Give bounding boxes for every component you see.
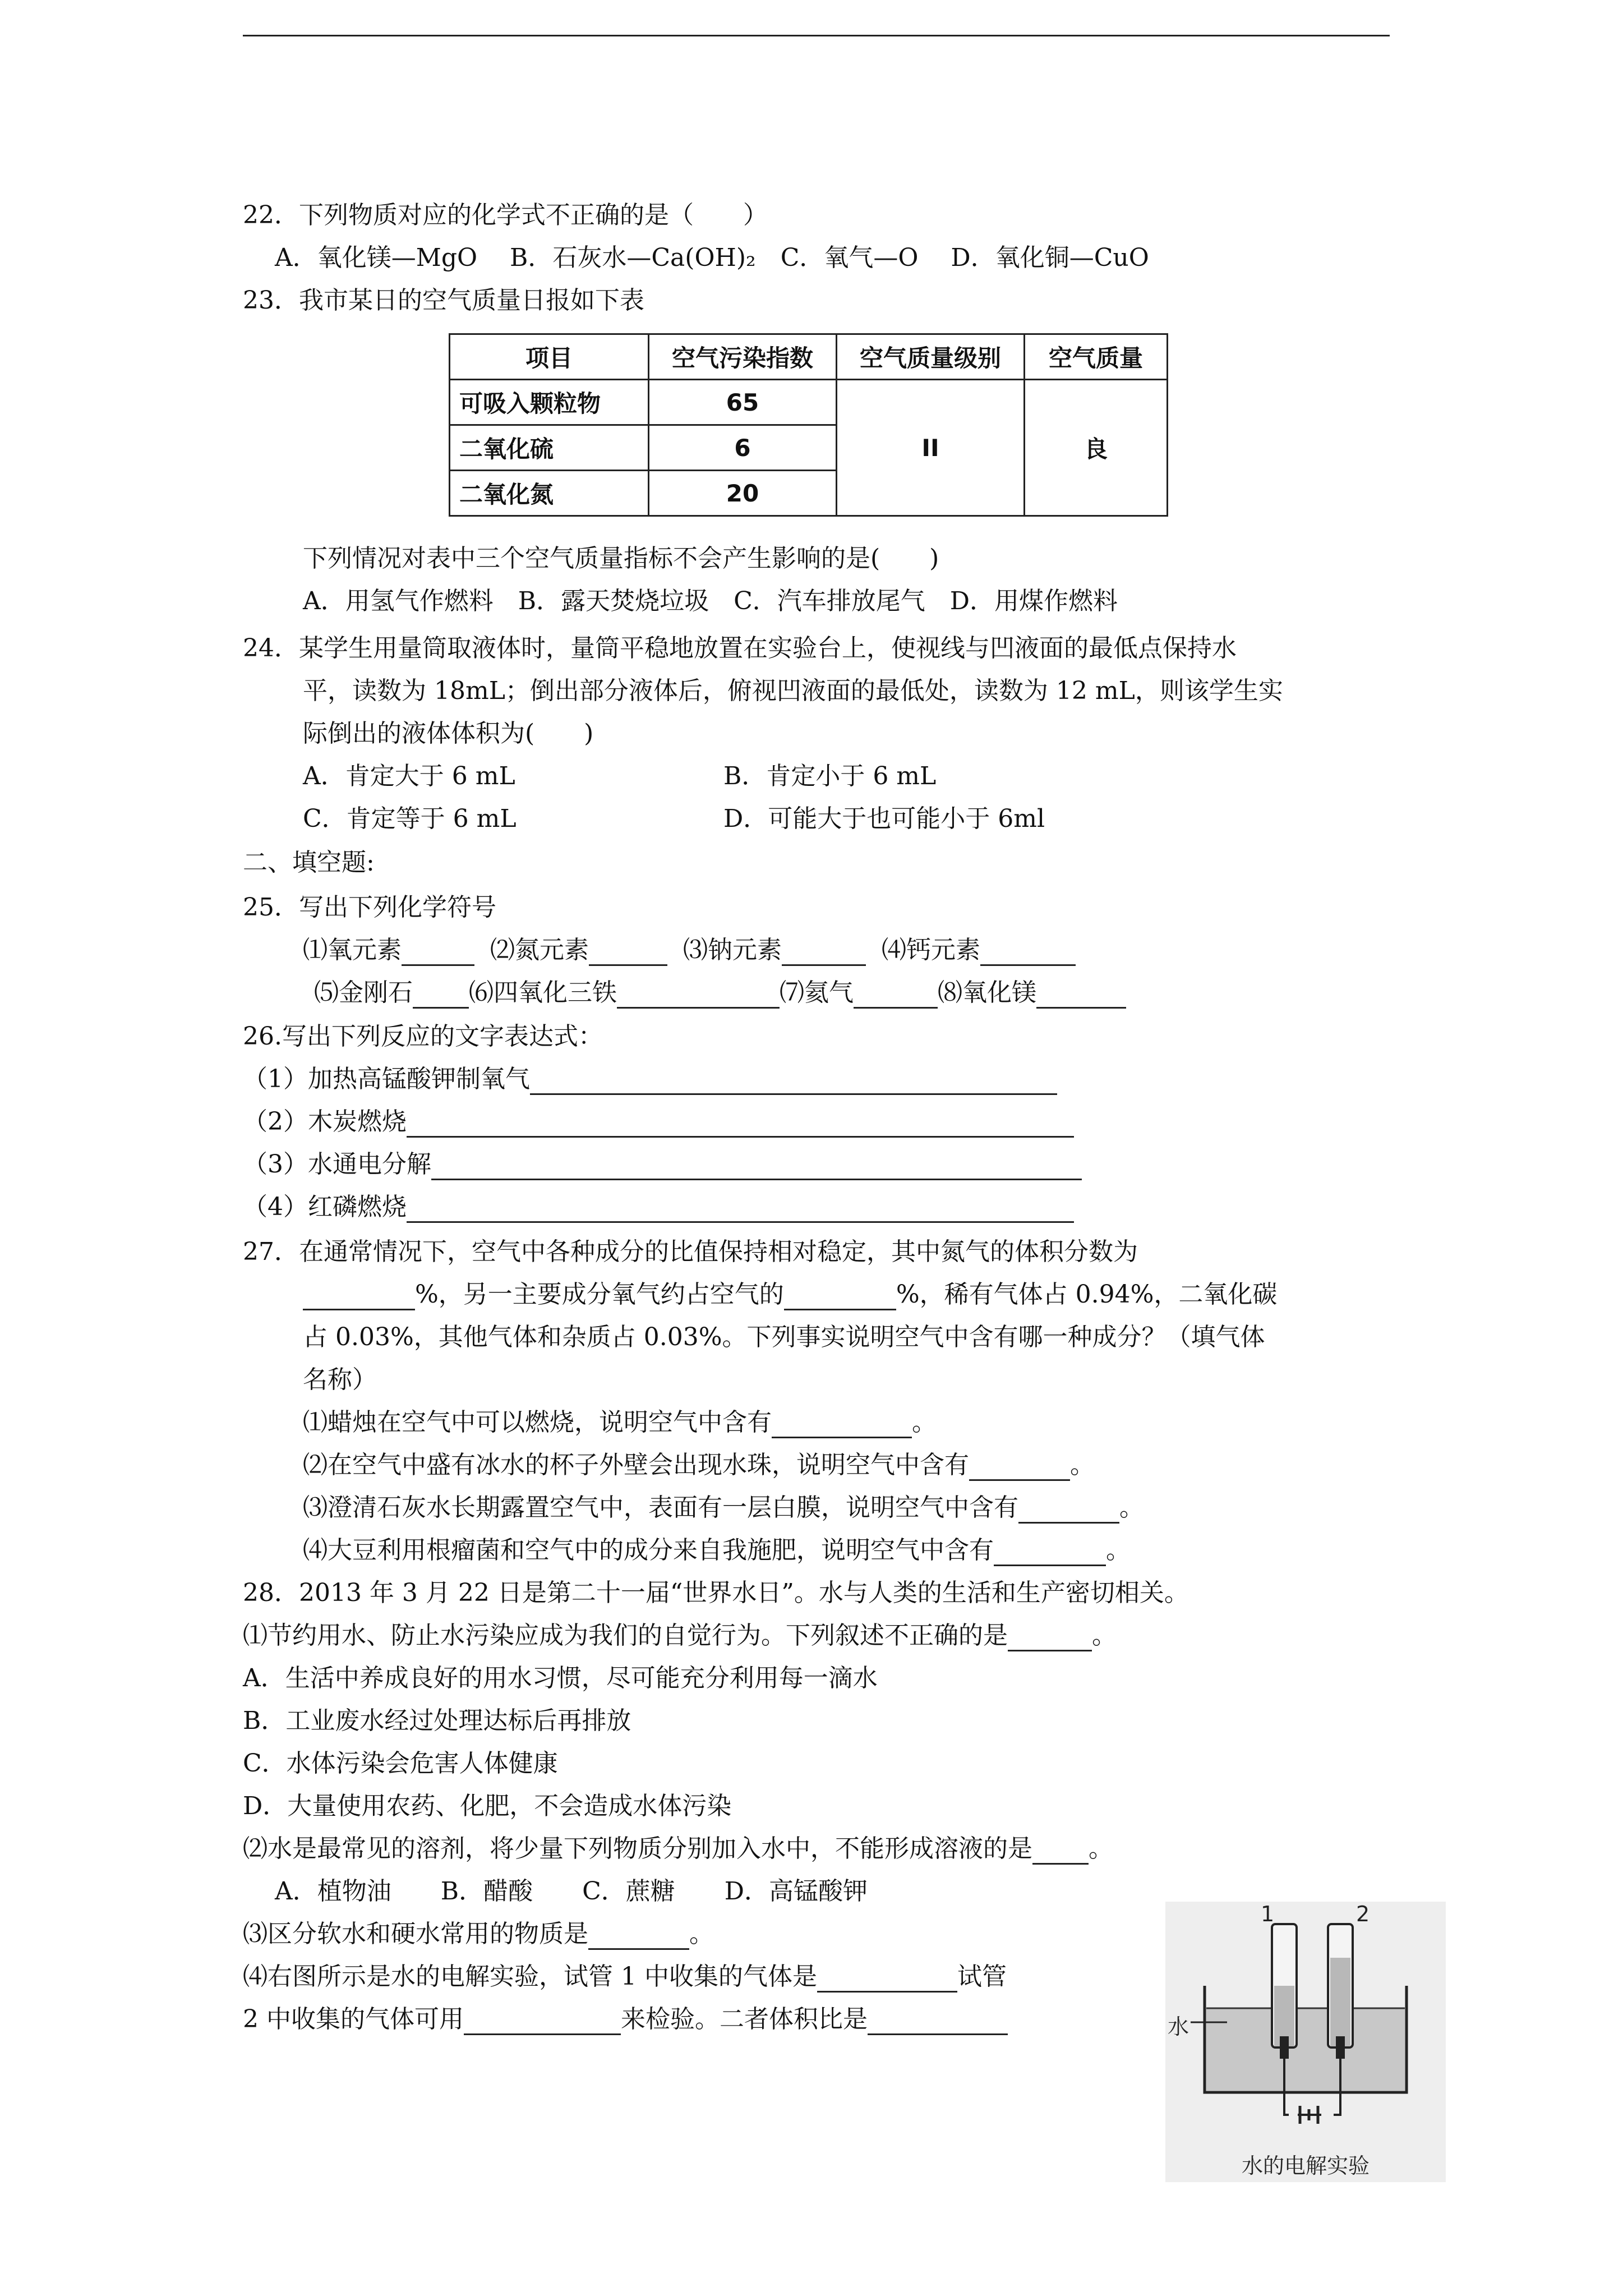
q24-option-b: B．肯定小于 6 mL [723, 762, 937, 790]
q27-line4: 名称） [303, 1365, 377, 1394]
answer-blank [854, 981, 938, 1009]
q26-item4 [243, 1191, 1074, 1223]
answer-blank [1008, 1624, 1092, 1651]
answer-blank [431, 1153, 1082, 1180]
q27-text: ⑵在空气中盛有冰水的杯子外壁会出现水珠，说明空气中含有 [303, 1451, 969, 1479]
q25-item: ⑷钙元素 [881, 936, 980, 964]
q28-part1-d: D．大量使用农药、化肥，不会造成水体污染 [243, 1792, 732, 1820]
q28-part1 [243, 1620, 1117, 1651]
q28-part1-b: B．工业废水经过处理达标后再排放 [243, 1706, 631, 1735]
electrode-1 [1280, 2036, 1289, 2059]
answer-blank [413, 981, 469, 1009]
q24-option-d: D．可能大于也可能小于 6ml [723, 804, 1045, 833]
q23-question: 下列情况对表中三个空气质量指标不会产生影响的是( ) [303, 544, 939, 573]
q27-line3: 占 0.03%，其他气体和杂质占 0.03%。下列事实说明空气中含有哪一种成分？（填气体 [303, 1323, 1265, 1351]
answer-blank [303, 1283, 415, 1310]
q24-option-c: C．肯定等于 6 mL [303, 804, 517, 833]
q28-part1-c: C．水体污染会危害人体健康 [243, 1749, 558, 1778]
electrode-2 [1336, 2036, 1345, 2059]
q25-item: ⑶钠元素 [683, 936, 782, 964]
level-cell: II [837, 380, 1025, 516]
q28-text: 。 [1089, 1834, 1113, 1863]
q27-text: ⑷大豆利用根瘤菌和空气中的成分来自我施肥，说明空气中含有 [303, 1536, 994, 1565]
q26-item2 [243, 1106, 1074, 1138]
q24-line3: 际倒出的液体体积为( ) [303, 719, 594, 748]
water-body [1206, 2008, 1405, 2091]
section-heading: 二、填空题: [243, 848, 375, 877]
q27-text: 。 [912, 1408, 937, 1437]
tube-2-label: 2 [1356, 1902, 1370, 1926]
answer-blank [782, 938, 866, 966]
q28-part2-options: A．植物油 B．醋酸 C．蔗糖 D．高锰酸钾 [275, 1877, 868, 1906]
q28-text: ⑴节约用水、防止水污染应成为我们的自觉行为。下列叙述不正确的是 [243, 1621, 1008, 1650]
answer-blank [407, 1110, 1074, 1138]
q28-text: 来检验。二者体积比是 [620, 2005, 868, 2033]
q25-row1 [303, 935, 1076, 966]
q27-sub2 [303, 1450, 1095, 1481]
q27-sub1 [303, 1407, 937, 1438]
q28-text: 2 中收集的气体可用 [243, 2005, 464, 2033]
q28-part1-a: A．生活中养成良好的用水习惯，尽可能充分利用每一滴水 [243, 1664, 878, 1692]
th-index: 空气污染指数 [649, 334, 837, 380]
q22-stem: 22．下列物质对应的化学式不正确的是（ ） [243, 201, 768, 229]
q23-options: A．用氢气作燃料 B．露天焚烧垃圾 C．汽车排放尾气 D．用煤作燃料 [303, 587, 1118, 615]
q25-item: ⑴氧元素 [303, 936, 402, 964]
q28-stem: 28．2013 年 3 月 22 日是第二十一届“世界水日”。水与人类的生活和生产密切相关。 [243, 1579, 1189, 1607]
q28-part3 [243, 1918, 714, 1950]
answer-blank [402, 938, 474, 966]
q25-item: ⑺氦气 [780, 978, 854, 1007]
q26-label: （3）水通电分解 [243, 1150, 431, 1179]
answer-blank [1018, 1496, 1119, 1524]
q27-text: %，稀有气体占 0.94%，二氧化碳 [896, 1280, 1278, 1309]
q28-part4-line2 [243, 2004, 1008, 2035]
q27-text: %，另一主要成分氧气约占空气的 [415, 1280, 784, 1309]
header-rule [243, 35, 1390, 36]
q25-item: ⑻氧化镁 [938, 978, 1036, 1007]
answer-blank [817, 1965, 957, 1993]
q25-row2 [314, 977, 1126, 1009]
q27-sub3 [303, 1492, 1144, 1524]
answer-blank [784, 1283, 896, 1310]
row-item: 二氧化硫 [450, 425, 649, 471]
q25-item: ⑸金刚石 [314, 978, 413, 1007]
tube-1-label: 1 [1261, 1902, 1275, 1926]
answer-blank [1032, 1837, 1089, 1865]
water-label: 水 [1168, 2014, 1189, 2039]
q28-part2 [243, 1833, 1113, 1865]
q25-item: ⑹四氧化三铁 [469, 978, 617, 1007]
air-quality-table [449, 333, 1168, 517]
q25-stem: 25．写出下列化学符号 [243, 893, 496, 922]
th-level: 空气质量级别 [837, 334, 1025, 380]
q27-text: ⑶澄清石灰水长期露置空气中，表面有一层白膜，说明空气中含有 [303, 1493, 1018, 1522]
q27-text: ⑴蜡烛在空气中可以燃烧，说明空气中含有 [303, 1408, 772, 1437]
q28-text: 。 [1092, 1621, 1117, 1650]
answer-blank [588, 1922, 689, 1950]
answer-blank [1036, 981, 1126, 1009]
tube-2-water [1330, 1958, 1350, 2046]
q26-label: （1）加热高锰酸钾制氧气 [243, 1065, 530, 1093]
row-index: 20 [649, 471, 837, 516]
answer-blank [407, 1195, 1074, 1223]
answer-blank [530, 1068, 1057, 1095]
q27-sub4 [303, 1535, 1131, 1566]
q27-text: 。 [1070, 1451, 1095, 1479]
answer-blank [617, 981, 780, 1009]
q28-text: ⑶区分软水和硬水常用的物质是 [243, 1920, 588, 1948]
q26-item3 [243, 1149, 1082, 1180]
row-item: 可吸入颗粒物 [450, 380, 649, 425]
q28-text: ⑷右图所示是水的电解实验，试管 1 中收集的气体是 [243, 1962, 817, 1991]
q26-stem: 26.写出下列反应的文字表达式： [243, 1022, 603, 1051]
answer-blank [868, 2008, 1008, 2035]
answer-blank [464, 2008, 621, 2035]
row-index: 65 [649, 380, 837, 425]
q24-line2: 平，读数为 18mL；倒出部分液体后，俯视凹液面的最低处，读数为 12 mL，则该学生实 [303, 677, 1283, 705]
q28-text: 试管 [957, 1962, 1007, 1991]
q24-line1: 24．某学生用量筒取液体时，量筒平稳地放置在实验台上，使视线与凹液面的最低点保持水 [243, 634, 1237, 662]
electrolysis-figure [1165, 1902, 1446, 2182]
th-item: 项目 [450, 334, 649, 380]
q26-label: （2）木炭燃烧 [243, 1107, 407, 1136]
answer-blank [969, 1453, 1070, 1481]
q27-text: 。 [1106, 1536, 1131, 1565]
q24-option-a: A．肯定大于 6 mL [303, 762, 515, 790]
row-item: 二氧化氮 [450, 471, 649, 516]
q28-text: ⑵水是最常见的溶剂，将少量下列物质分别加入水中，不能形成溶液的是 [243, 1834, 1032, 1863]
answer-blank [980, 938, 1076, 966]
electrolysis-diagram [1165, 1902, 1446, 2148]
q28-text: 。 [689, 1920, 714, 1948]
answer-blank [772, 1411, 912, 1438]
q28-part4-line1 [243, 1961, 1007, 1993]
q27-line1: 27．在通常情况下，空气中各种成分的比值保持相对稳定，其中氮气的体积分数为 [243, 1237, 1138, 1266]
figure-caption: 水的电解实验 [1241, 2154, 1370, 2178]
q22-options: A．氧化镁—MgO B．石灰水—Ca(OH)₂ C．氧气—O D．氧化铜—CuO [275, 243, 1149, 272]
answer-blank [994, 1539, 1106, 1566]
q26-label: （4）红磷燃烧 [243, 1193, 407, 1221]
th-quality: 空气质量 [1025, 334, 1168, 380]
q23-stem: 23．我市某日的空气质量日报如下表 [243, 286, 644, 315]
q25-item: ⑵氮元素 [490, 936, 589, 964]
q27-text: 。 [1119, 1493, 1144, 1522]
answer-blank [589, 938, 667, 966]
q27-line2 [303, 1279, 1277, 1310]
q26-item1 [243, 1064, 1057, 1095]
quality-cell: 良 [1025, 380, 1168, 516]
row-index: 6 [649, 425, 837, 471]
